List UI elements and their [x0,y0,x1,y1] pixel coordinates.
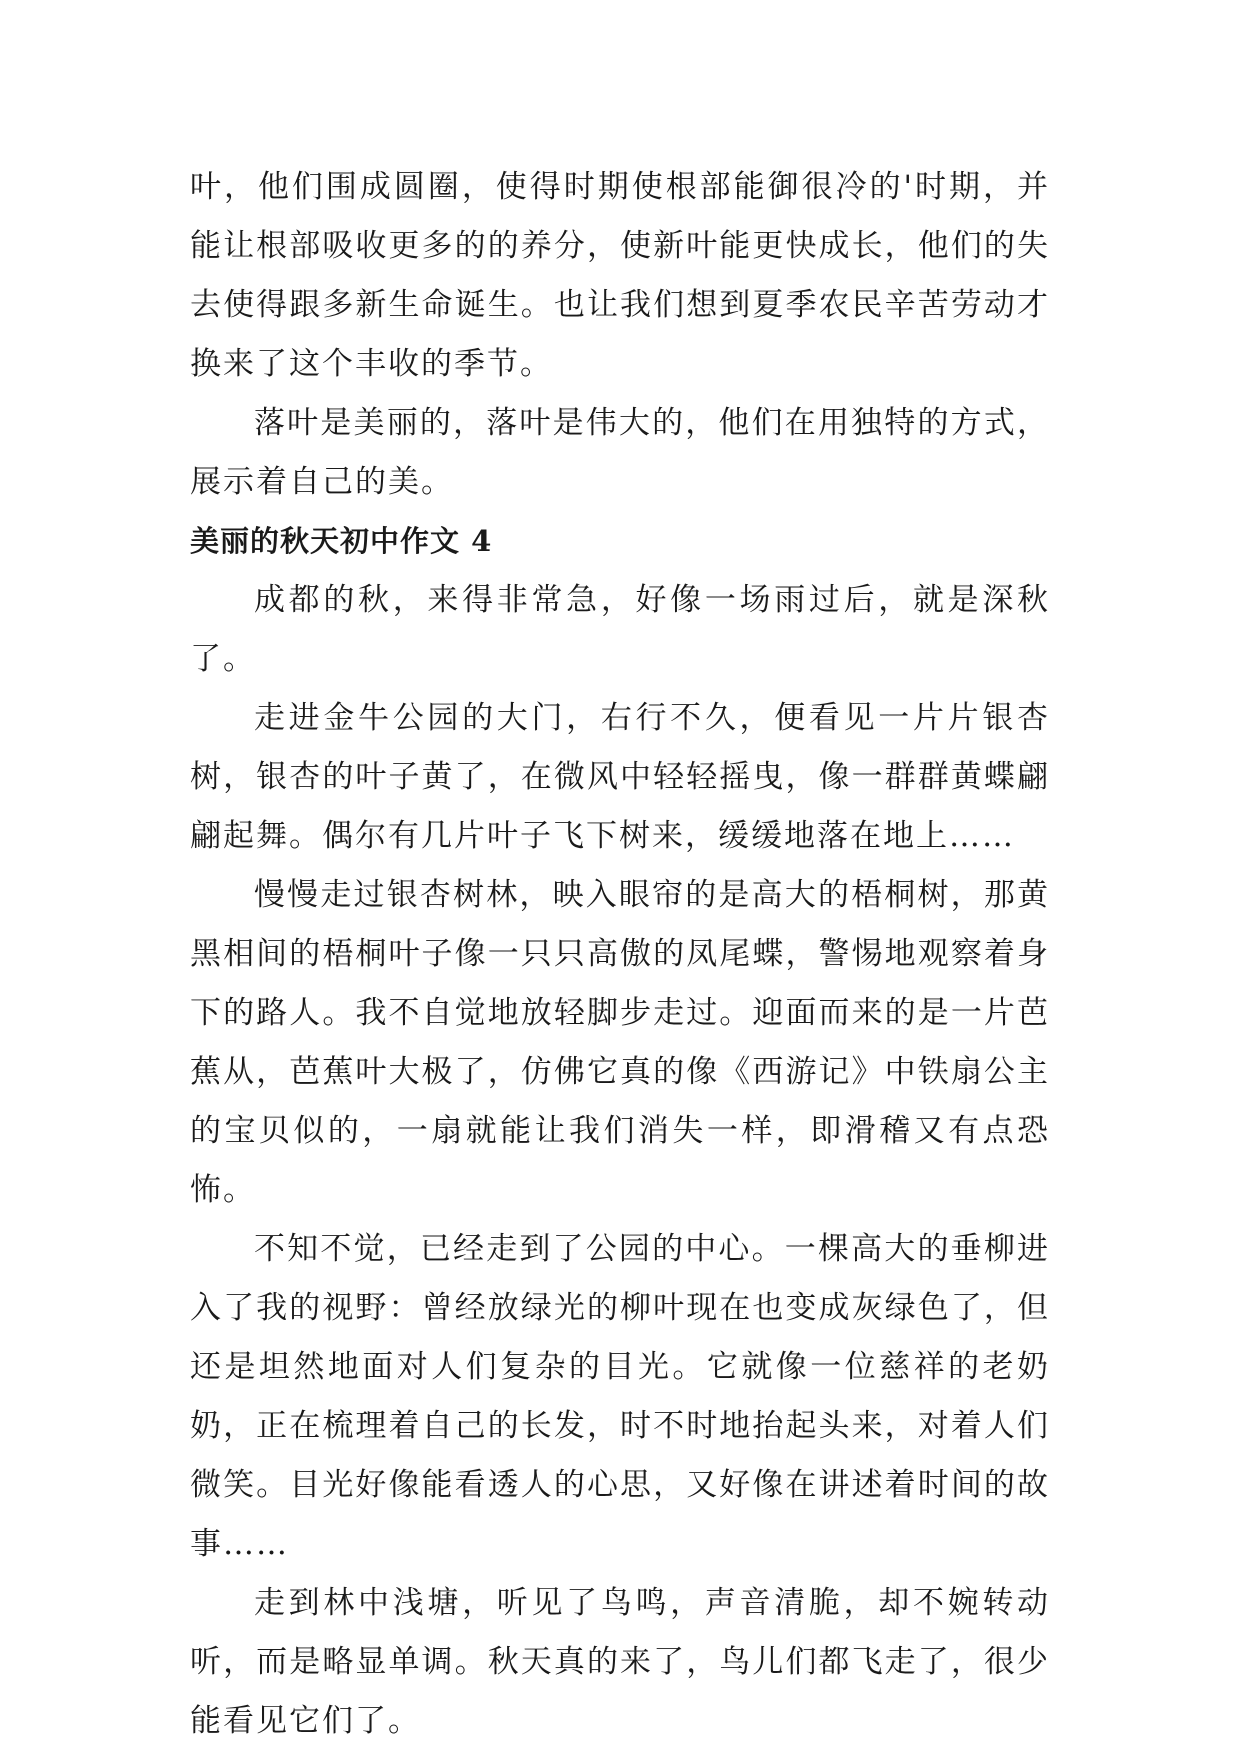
paragraph-chengdu-autumn: 成都的秋，来得非常急，好像一场雨过后，就是深秋了。 [190,582,1050,677]
paragraph-ginkgo: 走进金牛公园的大门，右行不久，便看见一片片银杏树，银杏的叶子黄了，在微风中轻轻摇曳，像一群群黄蝶翩翩起舞。偶尔有几片叶子飞下树来，缓缓地落在地上…… [190,700,1050,854]
document-page [190,158,1050,1751]
essay-heading: 美丽的秋天初中作文 4 [190,524,493,558]
paragraph-continued: 叶，他们围成圆圈，使得时期使根部能御很冷的'时期，并能让根部吸收更多的的养分，使新叶能更快成长，他们的失去使得跟多新生命诞生。也让我们想到夏季农民辛苦劳动才换来了这个丰收的季节。 [190,169,1050,382]
paragraph-willow: 不知不觉，已经走到了公园的中心。一棵高大的垂柳进入了我的视野：曾经放绿光的柳叶现在也变成灰绿色了，但还是坦然地面对人们复杂的目光。它就像一位慈祥的老奶奶，正在梳理着自己的长发，时不时地抬起头来，对着人们微笑。目光好像能看透人的心思，又好像在讲述着时间的故事…… [190,1231,1050,1562]
paragraph-fallen-leaves: 落叶是美丽的，落叶是伟大的，他们在用独特的方式，展示着自己的美。 [190,405,1050,500]
paragraph-phoenix-tree: 慢慢走过银杏树林，映入眼帘的是高大的梧桐树，那黄黑相间的梧桐叶子像一只只高傲的凤尾蝶，警惕地观察着身下的路人。我不自觉地放轻脚步走过。迎面而来的是一片芭蕉从，芭蕉叶大极了，仿佛它真的像《西游记》中铁扇公主的宝贝似的，一扇就能让我们消失一样，即滑稽又有点恐怖。 [190,877,1050,1208]
paragraph-pond: 走到林中浅塘，听见了鸟鸣，声音清脆，却不婉转动听，而是略显单调。秋天真的来了，鸟儿们都飞走了，很少能看见它们了。 [190,1585,1050,1739]
